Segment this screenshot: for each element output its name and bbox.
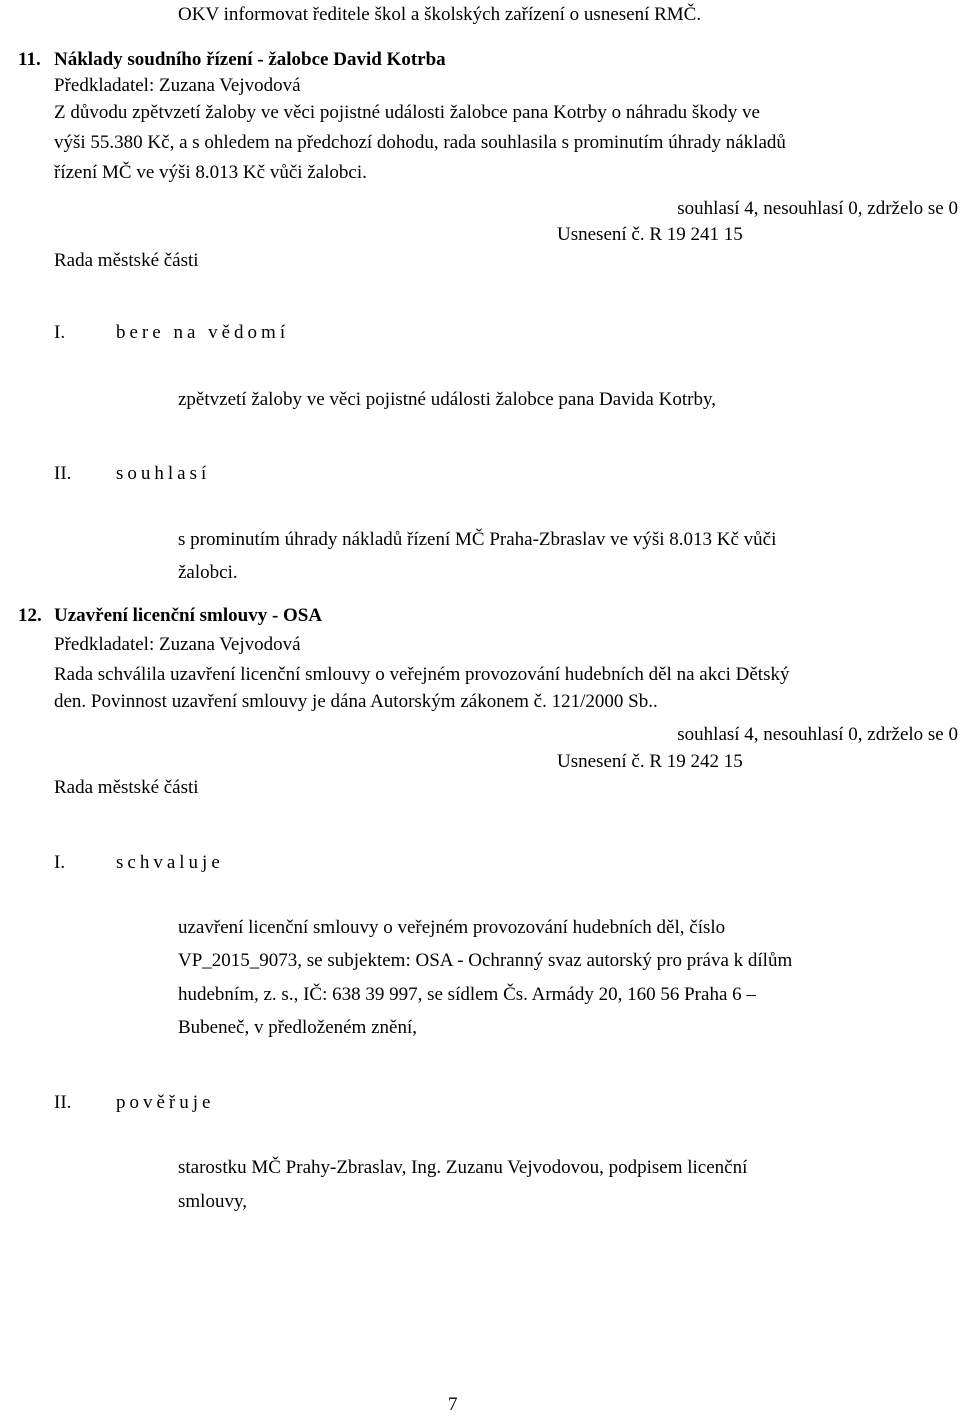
point-text-line: smlouvy, xyxy=(178,1191,247,1212)
point-verb: souhlasí xyxy=(116,463,211,484)
item-text-line: Rada schválila uzavření licenční smlouvy o veřejném provozování hudebních děl na akci Dětský xyxy=(54,664,790,685)
item-text-line: den. Povinnost uzavření smlouvy je dána Autorským zákonem č. 121/2000 Sb.. xyxy=(54,691,658,712)
item-title: Náklady soudního řízení - žalobce David Kotrba xyxy=(54,49,446,70)
point-text-line: uzavření licenční smlouvy o veřejném provozování hudebních děl, číslo xyxy=(178,917,726,938)
item-text-line: Z důvodu zpětvzetí žaloby ve věci pojistné události žalobce pana Kotrby o náhradu škody ve xyxy=(54,102,760,123)
point-text-line: žalobci. xyxy=(178,562,238,583)
point-roman: I. xyxy=(54,852,66,873)
vote-result: souhlasí 4, nesouhlasí 0, zdrželo se 0 xyxy=(677,724,958,745)
item-presenter: Předkladatel: Zuzana Vejvodová xyxy=(54,75,301,96)
resolution-number: Usnesení č. R 19 242 15 xyxy=(557,751,743,772)
item-text-line: řízení MČ ve výši 8.013 Kč vůči žalobci. xyxy=(54,162,367,183)
vote-result: souhlasí 4, nesouhlasí 0, zdrželo se 0 xyxy=(677,198,958,219)
point-text-line: s prominutím úhrady nákladů řízení MČ Praha-Zbraslav ve výši 8.013 Kč vůči xyxy=(178,529,777,550)
point-verb: pověřuje xyxy=(116,1092,215,1113)
point-text-line: VP_2015_9073, se subjektem: OSA - Ochranný svaz autorský pro práva k dílům xyxy=(178,950,793,971)
council-label: Rada městské části xyxy=(54,250,199,271)
council-label: Rada městské části xyxy=(54,777,199,798)
point-roman: I. xyxy=(54,322,66,343)
resolution-number: Usnesení č. R 19 241 15 xyxy=(557,224,743,245)
point-text-line: starostku MČ Prahy-Zbraslav, Ing. Zuzanu Vejvodovou, podpisem licenční xyxy=(178,1157,748,1178)
item-title: Uzavření licenční smlouvy - OSA xyxy=(54,605,323,626)
point-roman: II. xyxy=(54,463,72,484)
point-text-line: hudebním, z. s., IČ: 638 39 997, se sídlem Čs. Armády 20, 160 56 Praha 6 – xyxy=(178,984,756,1005)
point-verb: bere na vědomí xyxy=(116,322,290,343)
page-number: 7 xyxy=(448,1394,458,1415)
point-verb: schvaluje xyxy=(116,852,224,873)
item-number: 11. xyxy=(18,49,41,70)
item-presenter: Předkladatel: Zuzana Vejvodová xyxy=(54,634,301,655)
intro-line: OKV informovat ředitele škol a školských zařízení o usnesení RMČ. xyxy=(178,4,702,25)
point-text-line: Bubeneč, v předloženém znění, xyxy=(178,1017,417,1038)
point-roman: II. xyxy=(54,1092,72,1113)
point-text: zpětvzetí žaloby ve věci pojistné události žalobce pana Davida Kotrby, xyxy=(178,389,716,410)
item-text-line: výši 55.380 Kč, a s ohledem na předchozí dohodu, rada souhlasila s prominutím úhrady nákladů xyxy=(54,132,786,153)
item-number: 12. xyxy=(18,605,42,626)
